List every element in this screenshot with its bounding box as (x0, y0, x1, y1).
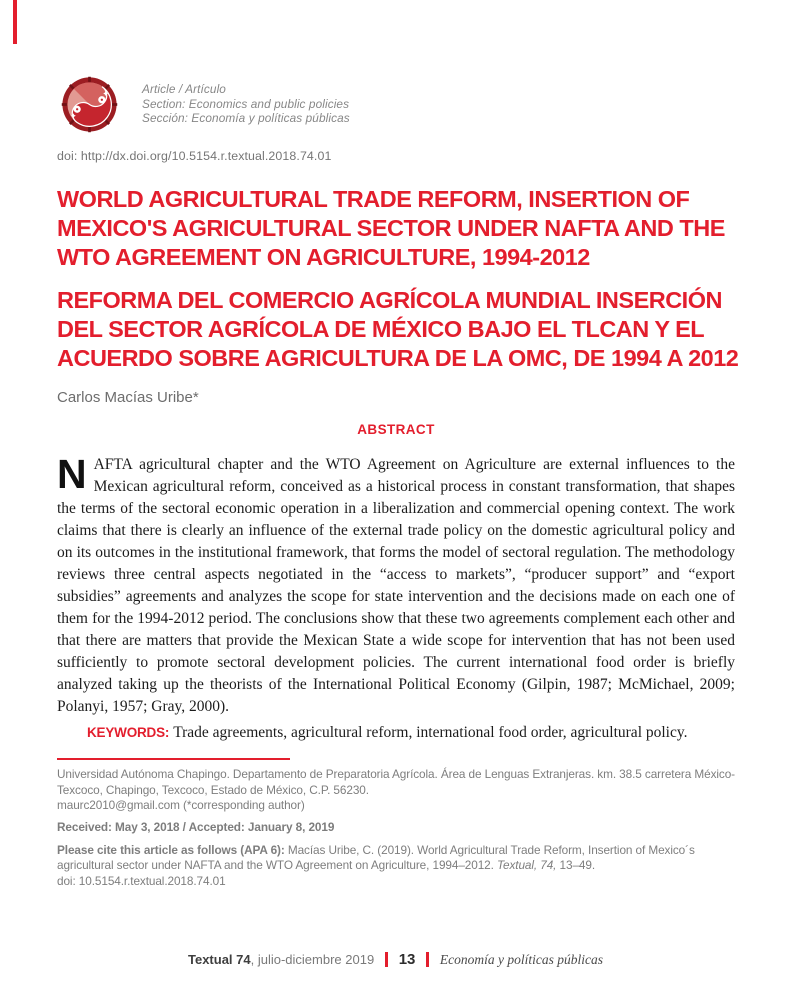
citation-text (57, 843, 735, 874)
page-content (57, 0, 739, 889)
footnote-divider-rule (57, 758, 290, 760)
article-header (57, 75, 735, 133)
title-spanish-line: ACUERDO SOBRE AGRICULTURA DE LA OMC, DE 1994 A 2012 (57, 345, 739, 371)
citation-block (57, 843, 735, 890)
title-spanish (57, 286, 739, 373)
section-line-en: Section: Economics and public policies (142, 96, 350, 111)
citation-pages: 13–49. (556, 858, 596, 872)
footer-journal-name: Textual 74 (188, 952, 251, 967)
author-name: Carlos Macías Uribe* (57, 389, 199, 406)
received-accepted-line: Received: May 3, 2018 / Accepted: January 8, 2019 (57, 819, 335, 834)
abstract-text: AFTA agricultural chapter and the WTO Agreement on Agriculture are external influences to the Mexican agricultural reform, conceived as a historical process in constant transformation, that shapes the terms of the sectoral economic operation in a liberalization and commercial opening context. The work claims that there is clearly an influence of the external trade policy on the domestic agricultural policy and on its outcomes in the institutional framework, that forms the model of sectoral regulation. The methodology reviews three central aspects negotiated in the “access to markets”, “producer support” and “export subsidies” agreements and analyzes the scope for state intervention and the decisions made on each one of them for the 1994-2012 period. The conclusions show that these two agreements complement each other and that there are matters that provide the Mexican State a wide scope for intervention that has not been used sufficiently to promote sectoral development policies. The current international food order is briefly analyzed taking up the theorists of the International Political Economy (Gilpin, 1987; McMichael, 2009; Polanyi, 1957; Gray, 2000). (57, 456, 735, 715)
title-english-line: WORLD AGRICULTURAL TRADE REFORM, INSERTION OF (57, 186, 690, 212)
title-spanish-line: REFORMA DEL COMERCIO AGRÍCOLA MUNDIAL INSERCIÓN (57, 287, 722, 313)
textual-journal-logo-icon (61, 76, 118, 133)
footer-separator-bar (426, 952, 429, 967)
footer-issue-text: , julio-diciembre 2019 (250, 952, 375, 967)
section-info (142, 82, 350, 126)
affiliation-text: Universidad Autónoma Chapingo. Departamento de Preparatoria Agrícola. Área de Lenguas Extranjeras. km. 38.5 carretera México-Texcoco, Chapingo, Texcoco, Estado de México, C.P. 56230. (57, 767, 735, 797)
title-english-line: WTO AGREEMENT ON AGRICULTURE, 1994-2012 (57, 244, 590, 270)
affiliation-note (57, 767, 735, 814)
abstract-paragraph (57, 451, 735, 718)
page-footer (0, 951, 791, 968)
keywords-text: Trade agreements, agricultural reform, international food order, agricultural policy. (173, 724, 688, 741)
page-number: 13 (398, 951, 416, 968)
title-english-line: MEXICO'S AGRICULTURAL SECTOR UNDER NAFTA AND THE (57, 215, 725, 241)
keywords-line (57, 724, 735, 742)
citation-doi: doi: 10.5154.r.textual.2018.74.01 (57, 873, 226, 888)
title-spanish-line: DEL SECTOR AGRÍCOLA DE MÉXICO BAJO EL TLCAN Y EL (57, 316, 705, 342)
citation-label: Please cite this article as follows (APA 6): (57, 842, 285, 857)
citation-journal: Textual, 74, (497, 858, 557, 872)
abstract-heading: ABSTRACT (357, 422, 435, 437)
title-english (57, 185, 735, 272)
dropcap-letter: N (57, 451, 87, 497)
citation-body: Macías Uribe, C. (2019). World Agricultural Trade Reform, Insertion of Mexico´s agricultural sector under NAFTA and the WTO Agreement on Agriculture, 1994–2012. (57, 842, 695, 872)
footer-separator-bar (385, 952, 388, 967)
article-type-line: Article / Artículo (142, 82, 226, 97)
footer-section-name: Economía y políticas públicas (439, 951, 603, 967)
footer-journal-info (188, 952, 374, 967)
red-corner-mark (13, 0, 17, 44)
email-line: maurc2010@gmail.com (*corresponding author) (57, 798, 305, 812)
section-line-es: Sección: Economía y políticas públicas (142, 111, 350, 126)
keywords-label: KEYWORDS: (87, 725, 170, 740)
doi-line: doi: http://dx.doi.org/10.5154.r.textual.2018.74.01 (57, 149, 332, 163)
